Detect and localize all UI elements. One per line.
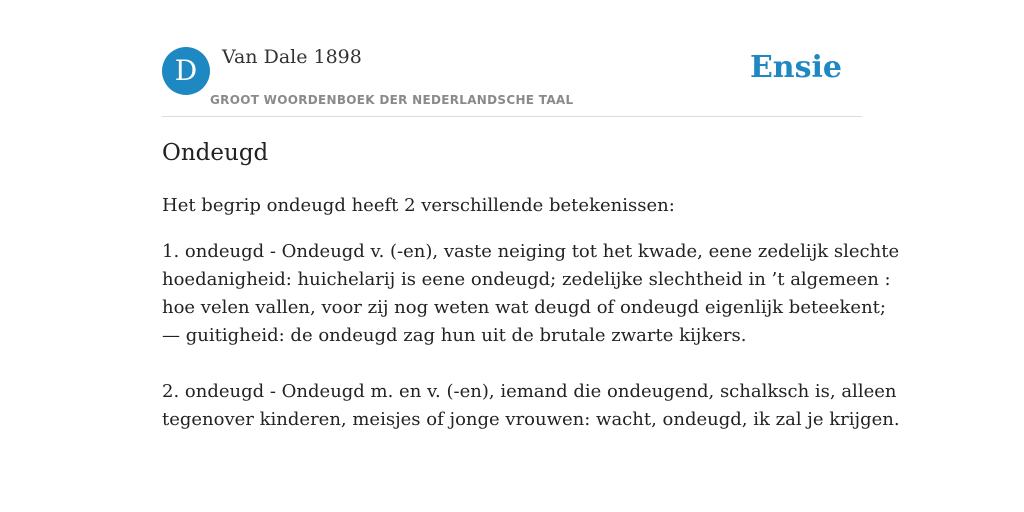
definition-2 xyxy=(162,378,900,434)
source-title[interactable]: Van Dale 1898 xyxy=(222,46,362,68)
definition-line: 2. ondeugd - Ondeugd m. en v. (-en), iemand die ondeugend, schalksch is, alleen xyxy=(162,381,897,402)
definition-line: hoedanigheid: huichelarij is eene ondeugd; zedelijke slechtheid in ’t algemeen : xyxy=(162,269,891,290)
source-logo: D xyxy=(162,47,210,95)
definition-line: hoe velen vallen, voor zij nog weten wat deugd of ondeugd eigenlijk beteekent; xyxy=(162,297,886,318)
entry-title: Ondeugd xyxy=(162,140,269,166)
entry-intro: Het begrip ondeugd heeft 2 verschillende betekenissen: xyxy=(162,195,675,216)
header xyxy=(162,44,862,117)
definition-1 xyxy=(162,238,900,350)
definition-line: — guitigheid: de ondeugd zag hun uit de brutale zwarte kijkers. xyxy=(162,325,747,346)
definition-line: 1. ondeugd - Ondeugd v. (-en), vaste neiging tot het kwade, eene zedelijk slechte xyxy=(162,241,900,262)
source-subtitle: GROOT WOORDENBOEK DER NEDERLANDSCHE TAAL xyxy=(210,93,574,107)
entry-content xyxy=(162,192,900,462)
brand-logo[interactable]: Ensie xyxy=(749,50,842,85)
definition-line: tegenover kinderen, meisjes of jonge vrouwen: wacht, ondeugd, ik zal je krijgen. xyxy=(162,409,900,430)
